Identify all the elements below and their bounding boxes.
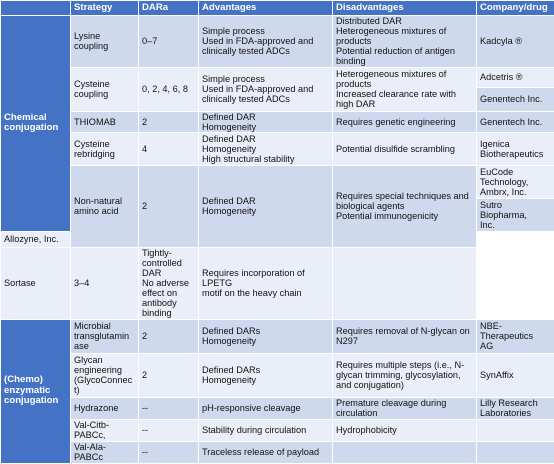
header-strategy: Strategy: [71, 1, 139, 16]
table-row: [1, 165, 554, 198]
cell-company: Adcetris ®: [477, 67, 554, 87]
cell-advantages: Simple process Used in FDA-approved and clinically tested ADCs: [199, 67, 333, 111]
table-row: [1, 353, 554, 397]
cell-advantages: Traceless release of payload: [199, 441, 333, 463]
cell-strategy: Hydrazone: [71, 397, 139, 419]
cell-advantages: Defined DAR Homogeneity High structural stability: [199, 132, 333, 165]
cell-dar: 0–7: [139, 16, 199, 68]
cell-disadvantages: Requires special techniques and biological agents Potential immunogenicity: [333, 165, 477, 247]
cell-company: [477, 419, 554, 441]
cell-disadvantages: Requires incorporation of LPETG motif on the heavy chain: [199, 247, 333, 319]
cell-company: Sutro Biopharma, Inc.: [477, 198, 554, 231]
cell-advantages: Defined DARs Homogeneity: [199, 319, 333, 353]
cell-disadvantages: Potential disulfide scrambling: [333, 132, 477, 165]
cell-company: [333, 247, 477, 319]
group-chemical-conjugation: Chemical conjugation: [1, 16, 71, 232]
cell-dar: --: [139, 419, 199, 441]
cell-company: [477, 441, 554, 463]
cell-dar: 3–4: [71, 247, 139, 319]
cell-disadvantages: Distributed DAR Heterogeneous mixtures of products Potential reduction of antigen binding: [333, 16, 477, 68]
header-row: [1, 1, 554, 16]
table-row: [1, 319, 554, 353]
cell-strategy: Cysteine coupling: [71, 67, 139, 111]
cell-company: Genentech Inc.: [477, 111, 554, 132]
cell-advantages: Defined DAR Homogeneity: [199, 165, 333, 247]
cell-dar: 2: [139, 319, 199, 353]
cell-dar: --: [139, 441, 199, 463]
cell-advantages: Simple process Used in FDA-approved and clinically tested ADCs: [199, 16, 333, 68]
header-advantages: Advantages: [199, 1, 333, 16]
cell-company: SynAffix: [477, 353, 554, 397]
header-disadvantages: Disadvantages: [333, 1, 477, 16]
table-row: [1, 441, 554, 463]
cell-company: NBE- Therapeutics AG: [477, 319, 554, 353]
table-row: [1, 419, 554, 441]
cell-strategy: Non-natural amino acid: [71, 165, 139, 247]
cell-company: Genentech Inc.: [477, 87, 554, 111]
cell-dar: 2: [139, 353, 199, 397]
table-row: [1, 16, 554, 68]
group-enzymatic-conjugation: (Chemo) enzymatic conjugation: [1, 319, 71, 463]
cell-disadvantages: Premature cleavage during circulation: [333, 397, 477, 419]
cell-disadvantages: Requires genetic engineering: [333, 111, 477, 132]
cell-strategy: Lysine coupling: [71, 16, 139, 68]
cell-disadvantages: Hydrophobicity: [333, 419, 477, 441]
cell-strategy: Sortase: [1, 247, 71, 319]
cell-company: Lilly Research Laboratories: [477, 397, 554, 419]
cell-dar: 2: [139, 111, 199, 132]
cell-strategy: Cysteine rebridging: [71, 132, 139, 165]
cell-advantages: Defined DAR Homogeneity: [199, 111, 333, 132]
cell-strategy: Val-Ala- PABCc: [71, 441, 139, 463]
cell-strategy: Val-Citb- PABCc,: [71, 419, 139, 441]
table-row: [1, 132, 554, 165]
cell-advantages: Tightly-controlled DAR No adverse effect on antibody binding: [139, 247, 199, 319]
cell-dar: 2: [139, 165, 199, 247]
table-row: [1, 397, 554, 419]
table-row: [1, 111, 554, 132]
cell-strategy: Glycan engineering (GlycoConnec t): [71, 353, 139, 397]
cell-disadvantages: Requires multiple steps (i.e., N- glycan trimming, glycosylation, and conjugation): [333, 353, 477, 397]
cell-disadvantages: [333, 441, 477, 463]
cell-disadvantages: Requires removal of N-glycan on N297: [333, 319, 477, 353]
cell-dar: 4: [139, 132, 199, 165]
table-row: [1, 247, 554, 319]
cell-advantages: Defined DARs Homogeneity: [199, 353, 333, 397]
cell-strategy: THIOMAB: [71, 111, 139, 132]
cell-company: Igenica Biotherapeutics: [477, 132, 554, 165]
table-row: [1, 67, 554, 87]
header-dar: DARa: [139, 1, 199, 16]
cell-company: Kadcyla ®: [477, 16, 554, 68]
cell-disadvantages: Heterogeneous mixtures of products Increased clearance rate with high DAR: [333, 67, 477, 111]
cell-advantages: pH-responsive cleavage: [199, 397, 333, 419]
cell-dar: --: [139, 397, 199, 419]
cell-company: Allozyne, Inc.: [1, 231, 71, 247]
header-company: Company/drug: [477, 1, 554, 16]
cell-dar: 0, 2, 4, 6, 8: [139, 67, 199, 111]
cell-company: EuCode Technology, Ambrx, Inc.: [477, 165, 554, 198]
cell-strategy: Microbial transglutamin ase: [71, 319, 139, 353]
header-group: [1, 1, 71, 16]
cell-advantages: Stability during circulation: [199, 419, 333, 441]
